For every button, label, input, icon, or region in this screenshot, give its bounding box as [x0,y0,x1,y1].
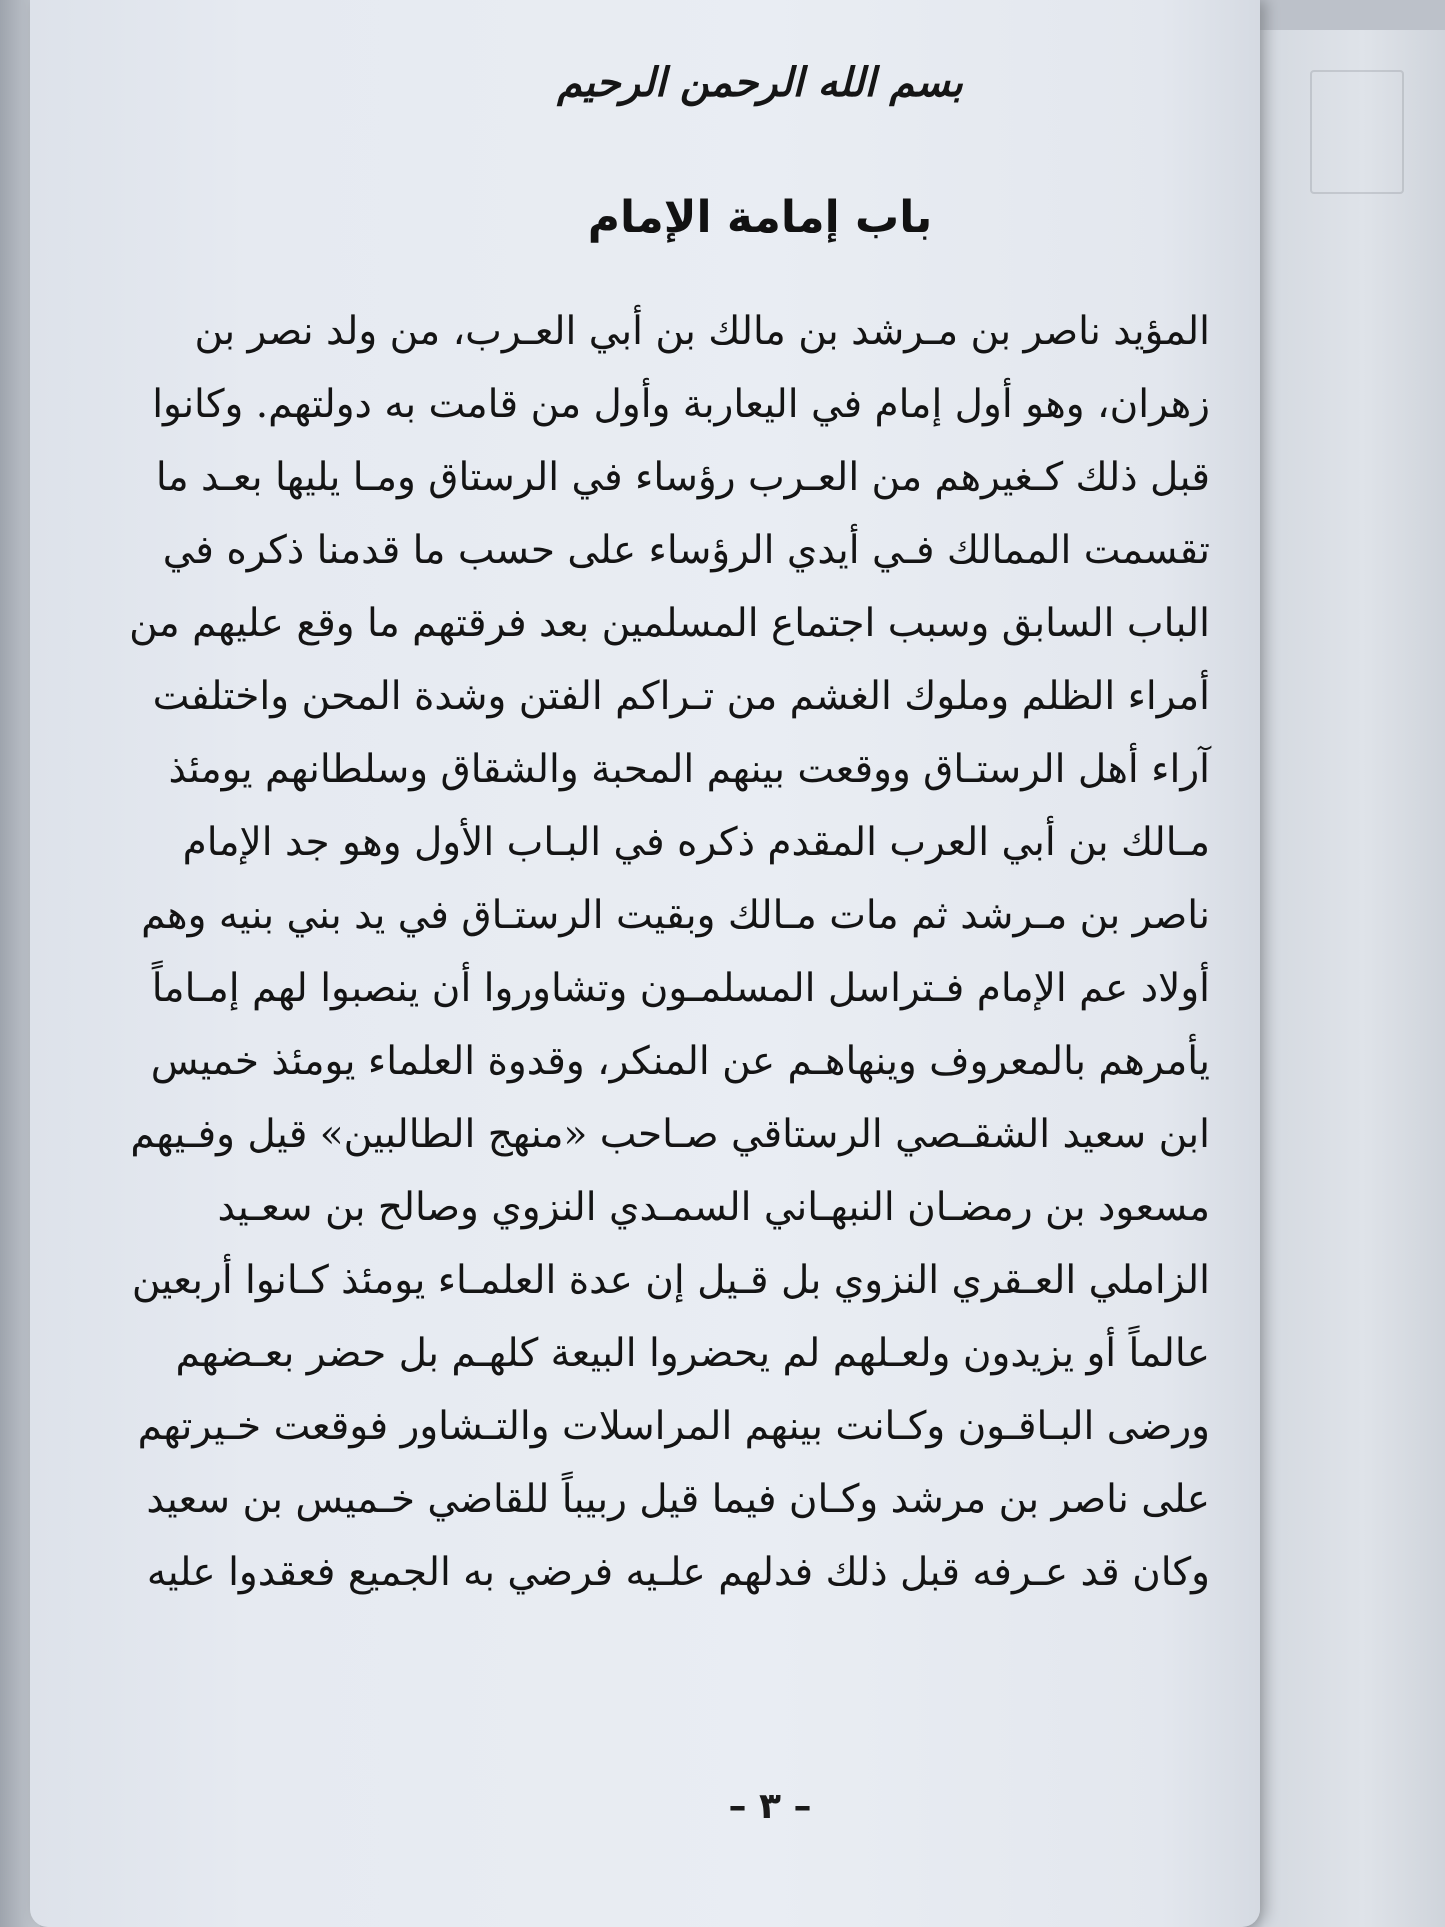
text-line: ناصر بن مـرشد ثم مات مـالك وبقيت الرستـاق في يد بني بنيه وهم [141,893,1210,938]
adjacent-page-mark [1310,70,1404,194]
text-line: الزاملي العـقري النزوي بل قـيل إن عدة العلمـاء يومئذ كـانوا أربعين [131,1258,1210,1303]
body-text [129,295,1210,1745]
adjacent-page [1240,30,1445,1927]
page-number: – ٣ – [728,1786,812,1827]
text-line: على ناصر بن مرشد وكـان فيما قيل ربيباً للقاضي خـميس بن سعيد [146,1477,1210,1522]
chapter-title: باب إمامة الإمام [587,192,933,243]
text-line: أمراء الظلم وملوك الغشم من تـراكم الفتن وشدة المحن واختلفت [152,674,1210,719]
text-line: ورضى البـاقـون وكـانت بينهم المراسلات والتـشاور فوقعت خـيرتهم [137,1404,1210,1449]
text-line: قبل ذلك كـغيرهم من العـرب رؤساء في الرستاق ومـا يليها بعـد ما [155,455,1210,500]
text-line: ابن سعيد الشقـصي الرستاقي صـاحب «منهج الطالبين» قيل وفـيهم [130,1112,1210,1157]
book-page [30,0,1260,1927]
text-line: أولاد عم الإمام فـتراسل المسلمـون وتشاوروا أن ينصبوا لهم إمـاماً [151,966,1210,1011]
text-line: الباب السابق وسبب اجتماع المسلمين بعد فرقتهم ما وقع عليهم من [129,601,1210,646]
basmala-header: بسم الله الرحمن الرحيم [557,59,963,106]
text-line: وكان قد عـرفه قبل ذلك فدلهم علـيه فرضي به الجميع فعقدوا عليه [146,1550,1210,1595]
text-line: تقسمت الممالك فـي أيدي الرؤساء على حسب ما قدمنا ذكره في [162,528,1210,573]
text-line: المؤيد ناصر بن مـرشد بن مالك بن أبي العـرب، من ولد نصر بن [194,309,1210,354]
text-line: مـالك بن أبي العرب المقدم ذكره في البـاب الأول وهو جد الإمام [182,820,1210,865]
text-line: آراء أهل الرستـاق ووقعت بينهم المحبة والشقاق وسلطانهم يومئذ [168,747,1210,792]
text-line: عالماً أو يزيدون ولعـلهم لم يحضروا البيعة كلهـم بل حضر بعـضهم [175,1331,1210,1376]
text-line: يأمرهم بالمعروف وينهاهـم عن المنكر، وقدوة العلماء يومئذ خميس [150,1039,1210,1084]
text-line: زهران، وهو أول إمام في اليعاربة وأول من قامت به دولتهم. وكانوا [152,382,1210,427]
text-line: مسعود بن رمضـان النبهـاني السمـدي النزوي وصالح بن سعـيد [217,1185,1210,1230]
